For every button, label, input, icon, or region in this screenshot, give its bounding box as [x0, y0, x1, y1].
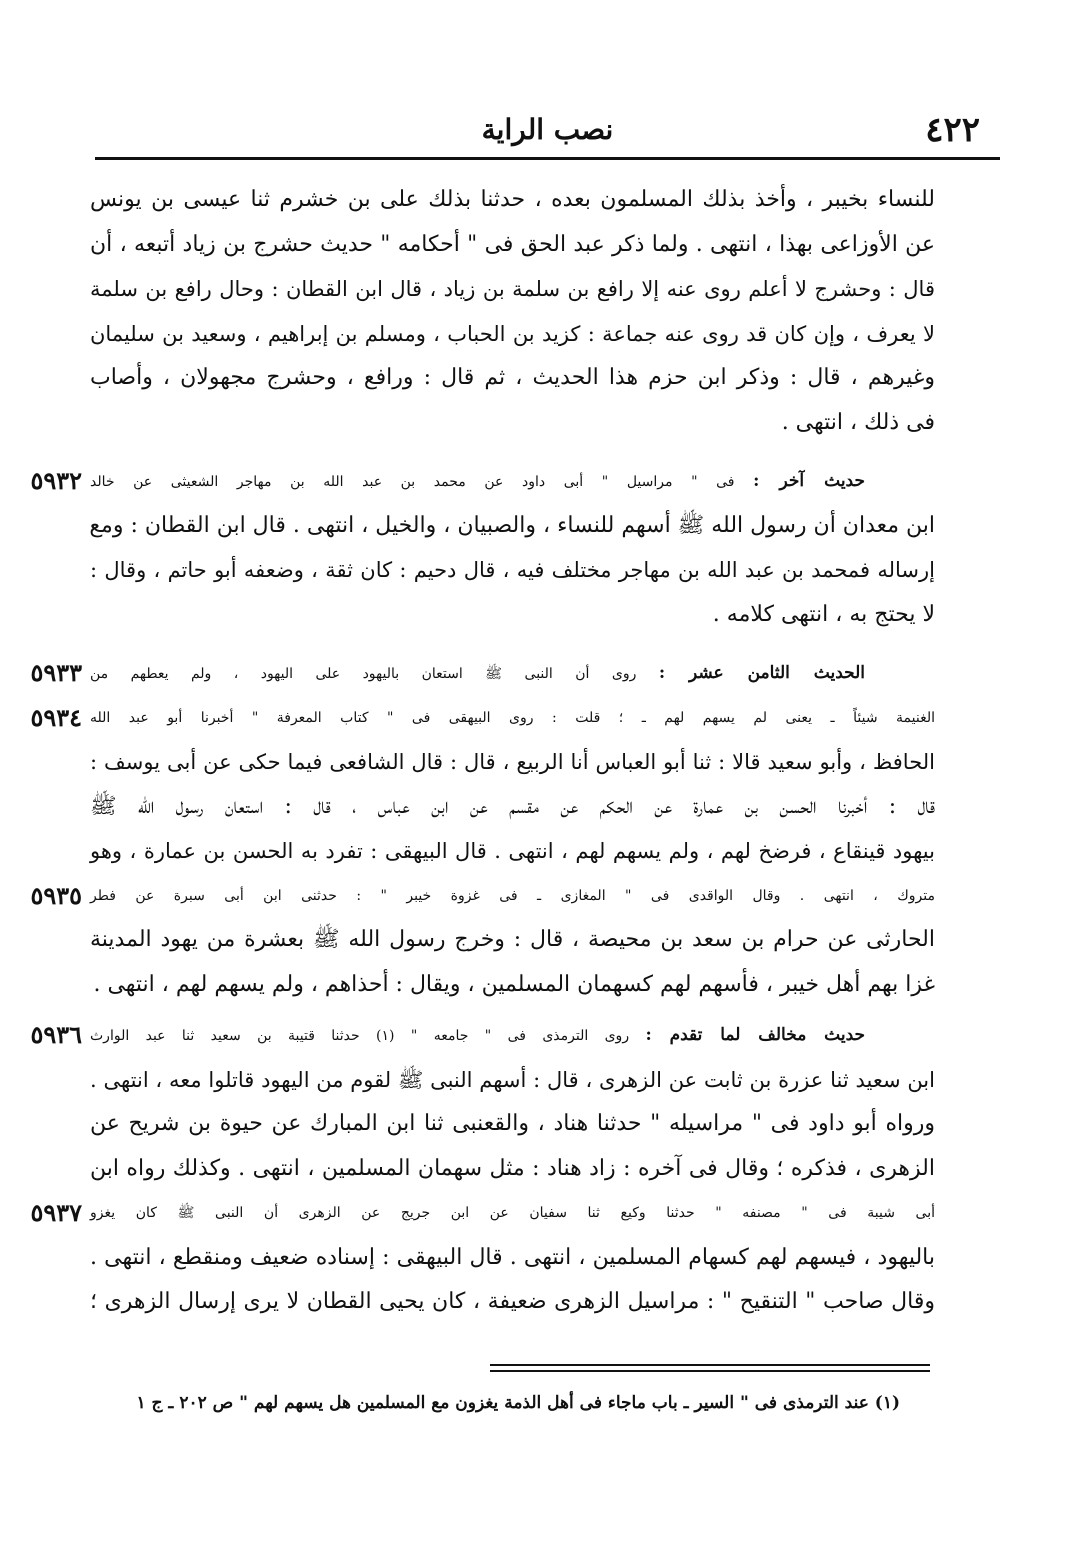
text-line: بيهود قينقاع ، فرضخ لهم ، ولم يسهم لهم ، انتهى . قال البيهقى : تفرد به الحسن بن عمارة ، وهو	[90, 839, 935, 863]
text-line: قال : وحشرج لا أعلم روى عنه إلا رافع بن سلمة بن زياد ، قال ابن القطان : وحال رافع بن سلمة	[90, 277, 935, 301]
text-line: قال : أخبرنا الحسن بن عمارة عن الحكم عن مقسم عن ابن عباس ، قال : استعان رسول الله ﷺ	[90, 793, 935, 819]
hadith-lead: الحديث الثامن عشر :	[658, 663, 866, 683]
text-run: أبى شيبة فى " مصنفه " حدثنا وكيع ثنا سفيان عن ابن جريج عن الزهرى أن النبى ﷺ كان يغزو	[90, 1205, 935, 1221]
hadith-number: ٥٩٣٥	[30, 880, 82, 910]
page-number: ٤٢٢	[925, 110, 980, 150]
text-line: إرساله فمحمد بن عبد الله بن مهاجر مختلف فيه ، قال دحيم : كان ثقة ، وضعفه أبو حاتم ، وقال :	[90, 558, 935, 582]
text-line: الحافظ ، وأبو سعيد قالا : ثنا أبو العباس أنا الربيع ، قال : قال الشافعى فيما حكى عن أبى يوسف :	[90, 750, 935, 774]
text-run: الغنيمة شيئاً ـ يعنى لم يسهم لهم ـ ؛ قلت : روى البيهقى فى " كتاب المعرفة " أخبرنا أبو عبد الله	[90, 709, 935, 726]
hadith-line	[30, 696, 935, 741]
text-line: ورواه أبو داود فى " مراسيله " حدثنا هناد ، والقعنبى ثنا ابن المبارك عن حيوة بن شريح عن	[90, 1111, 935, 1136]
text-line: الحارثى عن حرام بن سعد بن محيصة ، قال : وخرج رسول الله ﷺ بعشرة من يهود المدينة	[90, 927, 935, 952]
hadith-line	[30, 459, 935, 504]
text-line: للنساء بخيبر ، وأخذ بذلك المسلمون بعده ، حدثنا بذلك على بن خشرم ثنا عيسى بن يونس	[90, 187, 935, 212]
hadith-number: ٥٩٣٧	[30, 1198, 82, 1227]
footnote-rule	[490, 1370, 930, 1372]
text-line: عن الأوزاعى بهذا ، انتهى . ولما ذكر عبد الحق فى " أحكامه " حديث حشرج بن زياد أتبعه ، أن	[90, 231, 935, 257]
hadith-lead: حديث مخالف لما تقدم :	[645, 1025, 866, 1045]
text-line: فى ذلك ، انتهى .	[781, 409, 935, 435]
text-line: وقال صاحب " التنقيح " : مراسيل الزهرى ضعيفة ، كان يحيى القطان لا يرى إرسال الزهرى ؛	[90, 1289, 935, 1314]
text-line: باليهود ، فيسهم لهم كسهام المسلمين ، انتهى . قال البيهقى : إسناده ضعيف ومنقطع ، انتهى .	[90, 1244, 935, 1270]
footnote-rule	[490, 1364, 930, 1366]
header-rule	[95, 157, 1000, 160]
text-line: الزهرى ، فذكره ؛ وقال فى آخره : زاد هناد : مثل سهمان المسلمين ، انتهى . وكذلك رواه ابن	[90, 1155, 935, 1181]
hadith-line	[30, 651, 935, 696]
text-line: غزا بهم أهل خيبر ، فأسهم لهم كسهمان المسلمين ، ويقال : أحذاهم ، ولم يسهم لهم ، انتهى .	[93, 971, 935, 997]
hadith-line	[30, 874, 935, 919]
text-line: ابن معدان أن رسول الله ﷺ أسهم للنساء ، والصبيان ، والخيل ، انتهى . قال ابن القطان : ومع	[89, 512, 935, 538]
hadith-number: ٥٩٣٢	[30, 466, 82, 495]
text-line: ابن سعيد ثنا عزرة بن ثابت عن الزهرى ، قال : أسهم النبى ﷺ لقوم من اليهود قاتلوا معه ، انتهى .	[90, 1067, 935, 1092]
text-run: روى أن النبى ﷺ استعان باليهود على اليهود ، ولم يعطهم من	[90, 666, 637, 682]
hadith-line	[30, 1191, 935, 1236]
book-title: نصب الراية	[481, 113, 614, 146]
text-line: لا يعرف ، وإن كان قد روى عنه جماعة : كزيد بن الحباب ، ومسلم بن إبراهيم ، وسعيد بن سليمان	[90, 321, 935, 346]
running-head	[95, 110, 1000, 158]
main-text	[30, 178, 935, 1325]
text-line: وغيرهم ، قال : وذكر ابن حزم هذا الحديث ، ثم قال : ورافع ، وحشرج مجهولان ، وأصاب	[90, 365, 935, 390]
footnote: (١) عند الترمذى فى " السير ـ باب ماجاء فى أهل الذمة يغزون مع المسلمين هل يسهم لهم " ص ٢٠٢ ـ ج ١	[136, 1393, 900, 1413]
text-run: فى " مراسيل " أبى داود عن محمد بن عبد الله بن مهاجر الشعيثى عن خالد	[90, 474, 735, 490]
hadith-number: ٥٩٣٦	[30, 1020, 82, 1049]
text-run: متروك ، انتهى . وقال الواقدى فى " المغازى ـ فى غزوة خيبر " : حدثنى ابن أبى سبرة عن فطر	[90, 887, 935, 904]
hadith-number: ٥٩٣٣	[30, 658, 82, 687]
text-run: روى الترمذى فى " جامعه " (١) حدثنا قتيبة بن سعيد ثنا عبد الوارث	[90, 1028, 630, 1044]
hadith-line	[30, 1013, 935, 1058]
hadith-number: ٥٩٣٤	[30, 702, 82, 732]
text-line: لا يحتج به ، انتهى كلامه .	[712, 601, 935, 627]
hadith-lead: حديث آخر :	[753, 471, 865, 491]
